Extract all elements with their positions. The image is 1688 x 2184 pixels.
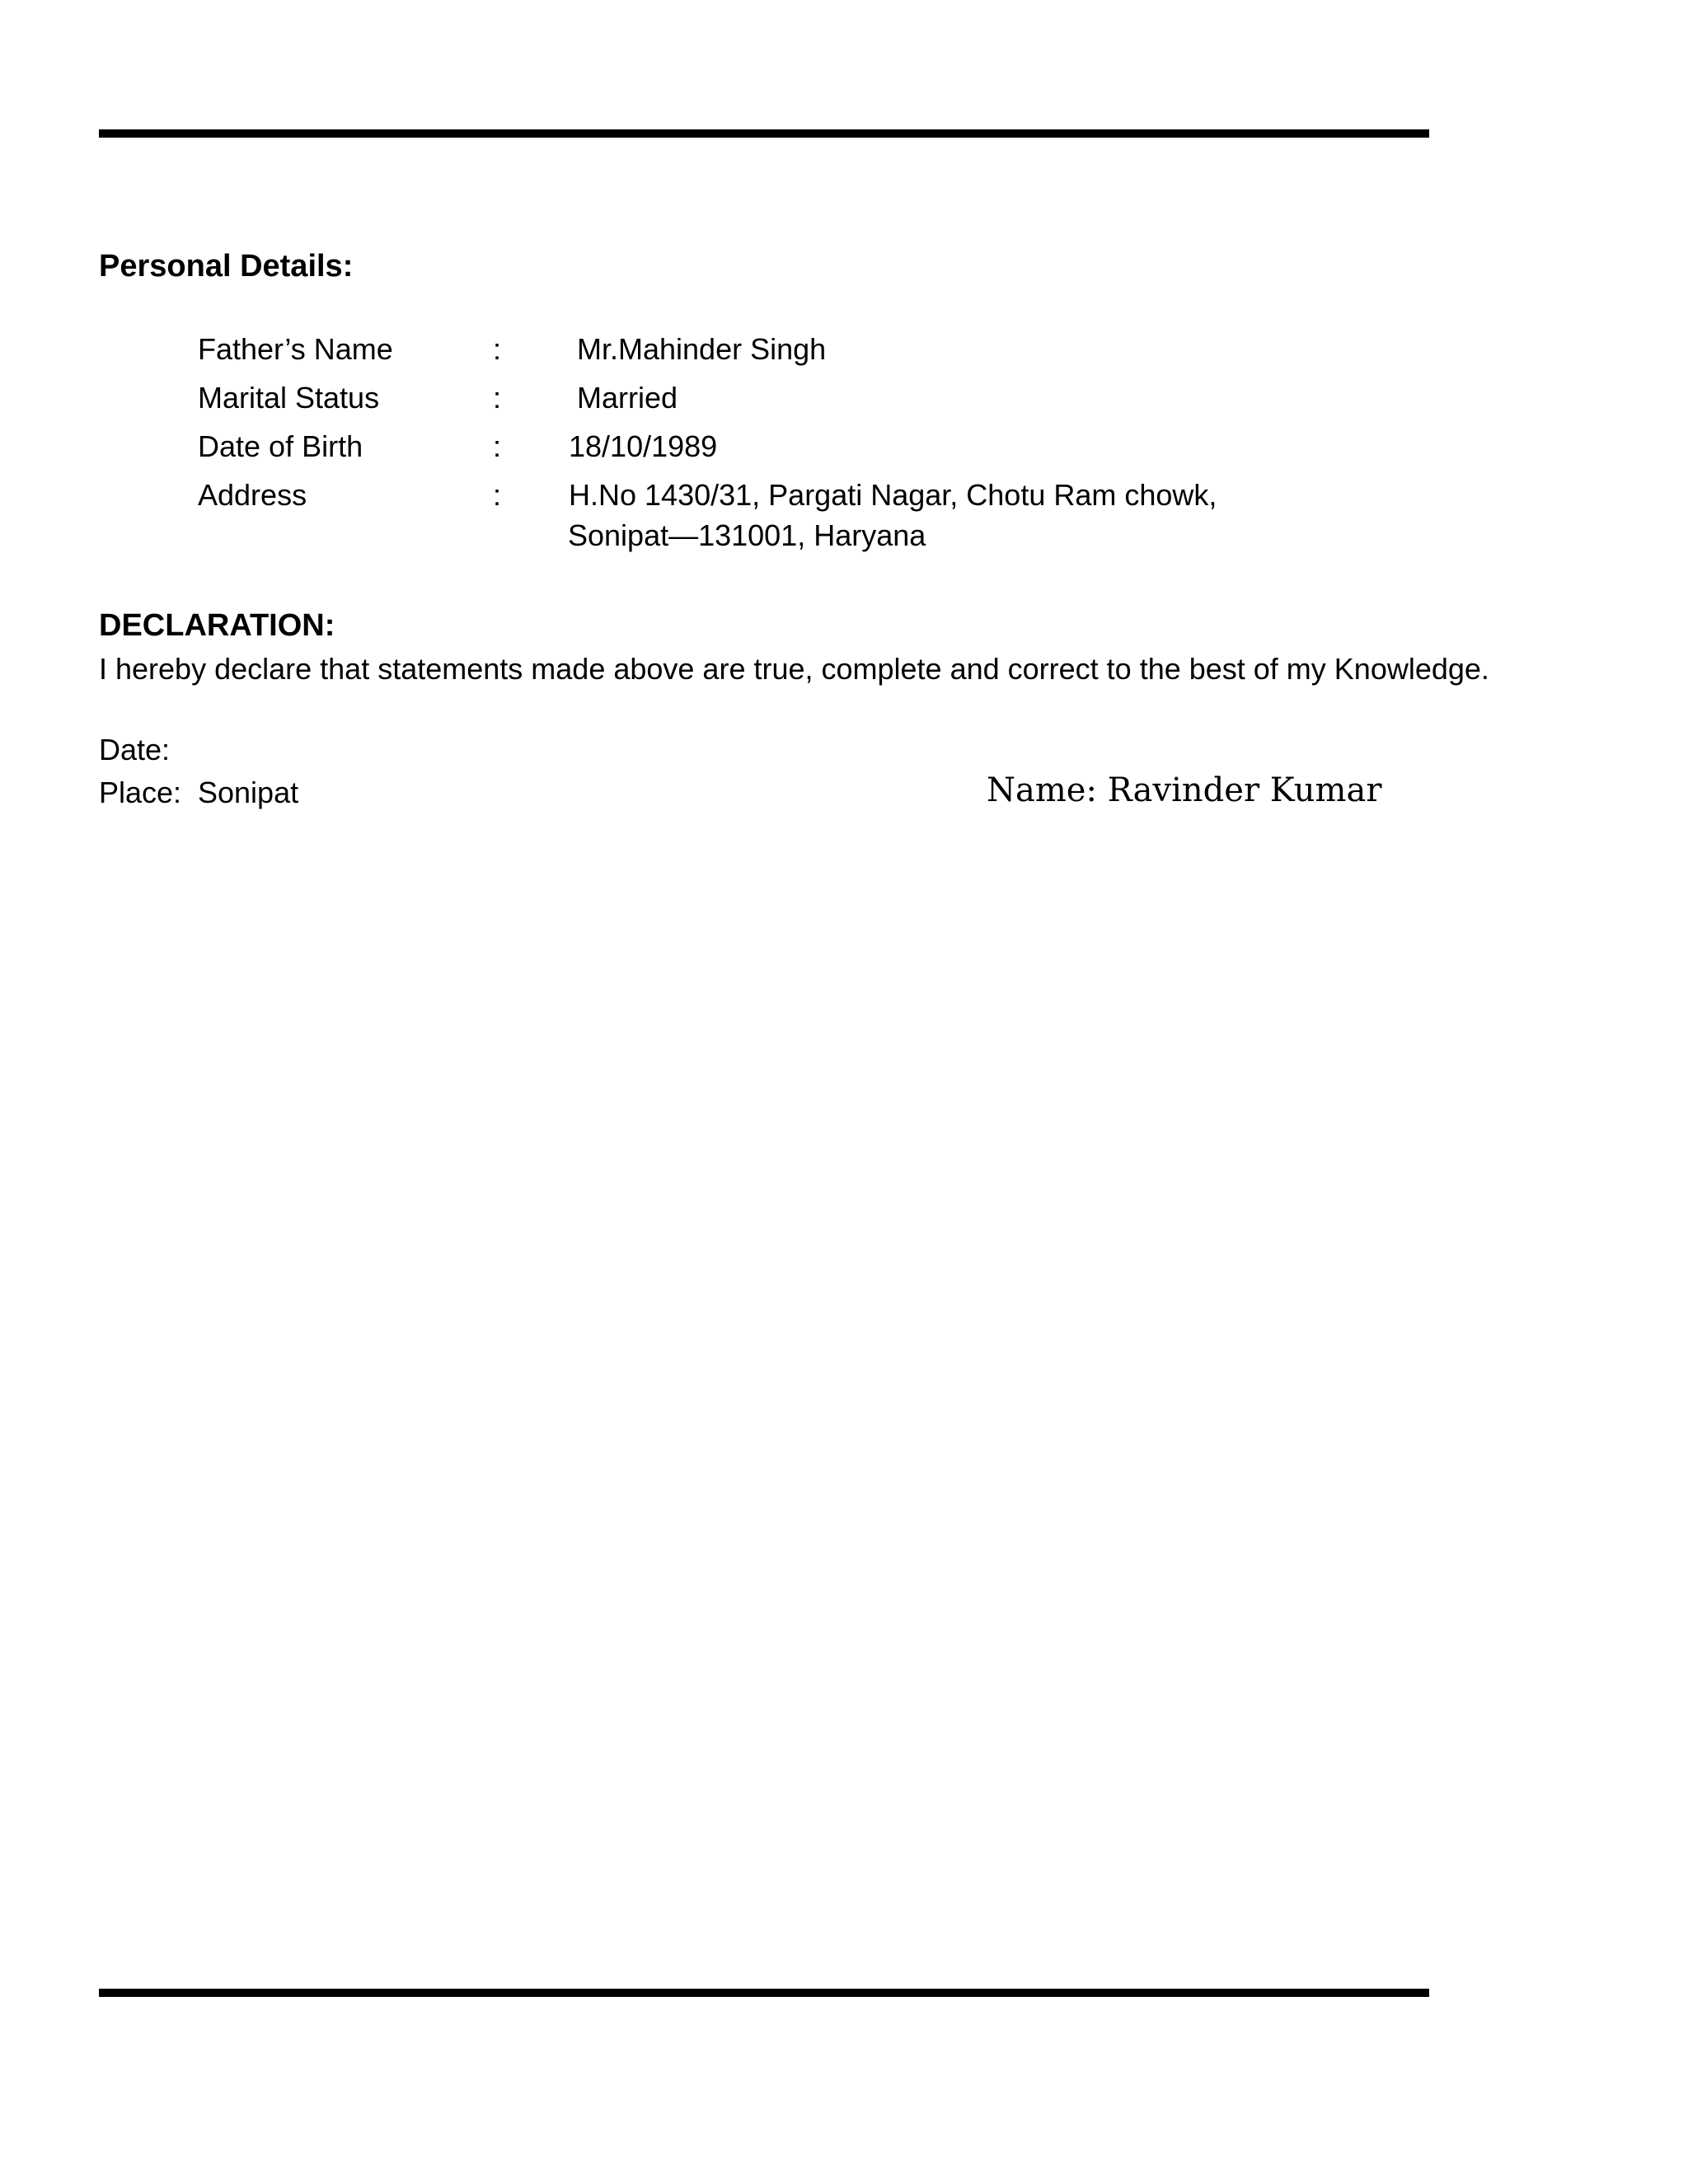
detail-value: Mr.Mahinder Singh <box>577 332 827 366</box>
signature-name: Name: Ravinder Kumar <box>987 771 1382 809</box>
place-label: Place: <box>99 776 182 809</box>
personal-details-heading: Personal Details: <box>99 249 354 284</box>
detail-value: H.No 1430/31, Pargati Nagar, Chotu Ram chowk, <box>569 478 1217 512</box>
detail-separator: : <box>493 478 502 512</box>
place-value: Sonipat <box>198 776 299 809</box>
detail-separator: : <box>493 381 502 415</box>
declaration-text: I hereby declare that statements made above are true, complete and correct to the best of my Knowledge. <box>99 652 1489 686</box>
detail-separator: : <box>493 332 502 366</box>
top-divider <box>99 129 1429 138</box>
detail-label: Address <box>198 478 307 512</box>
detail-value: 18/10/1989 <box>569 429 718 463</box>
detail-label: Father’s Name <box>198 332 393 366</box>
detail-label: Marital Status <box>198 381 380 415</box>
detail-label: Date of Birth <box>198 429 363 463</box>
detail-value: Married <box>577 381 678 415</box>
address-line-2: Sonipat—131001, Haryana <box>568 518 926 552</box>
place-line <box>99 773 299 813</box>
bottom-divider <box>99 1989 1429 1997</box>
detail-separator: : <box>493 429 502 463</box>
date-label: Date: <box>99 733 171 766</box>
declaration-heading: DECLARATION: <box>99 608 335 643</box>
